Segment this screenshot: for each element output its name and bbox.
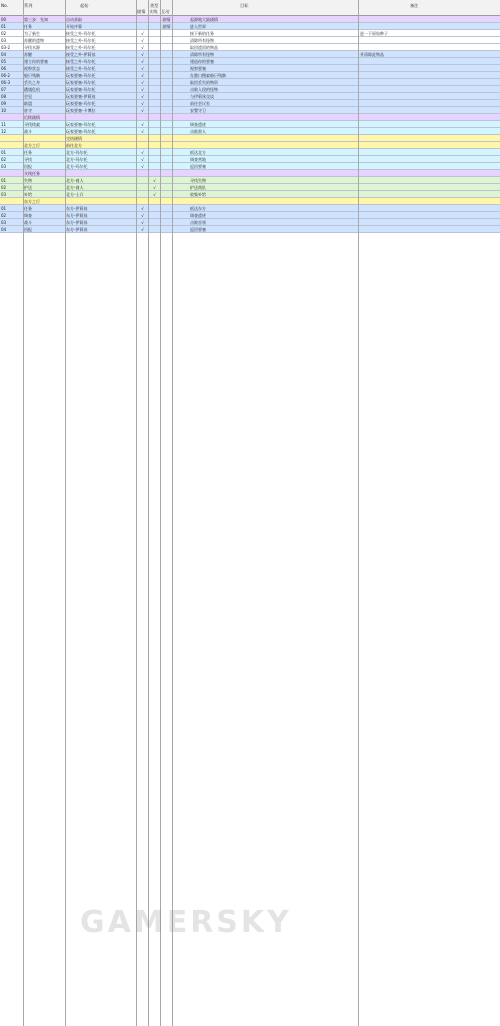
cell-no: 01 [1,206,7,211]
cell-trg: 调查营地 [190,157,206,162]
cell-note: 并清除此物品 [360,52,384,57]
cell-main: 接受之外-玛尔托 [66,66,96,71]
table-row [0,107,500,114]
cell-no: 02 [1,31,7,36]
table-row [0,163,500,170]
cell-main: 接受之外-伊莉丝 [66,52,96,57]
cell-no: 02 [1,213,7,218]
cell-v1: √ [141,38,144,43]
cell-trg: 抵达东方 [190,206,206,211]
cell-no: 03 [1,192,7,197]
cell-no: 06-3 [1,80,11,85]
cell-lbl: 遭遇危机 [24,87,40,92]
cell-trg: 收集补给 [190,192,206,197]
cell-main: 东方-伊莉丝 [66,206,88,211]
cell-trg: 取回丢失的物资 [190,80,218,85]
cell-main: 玩家要塞-伊莉丝 [66,94,96,99]
cell-trg: 抵达北方 [190,150,206,155]
table-row [0,30,500,37]
cell-lbl: 后续剧情 [24,115,40,120]
cell-trg: 护送商队 [190,185,206,190]
table-row [0,79,500,86]
table-row [0,177,500,184]
cell-v1: √ [141,213,144,218]
cell-trg: 建造你的要塞 [190,59,214,64]
cell-main: 北方-玛尔托 [66,157,88,162]
cell-lbl: 任务 [24,24,32,29]
cell-v1: √ [141,101,144,106]
cell-main: 接受之外-玛尔托 [66,31,96,36]
cell-trg: 调查遗迹 [190,122,206,127]
cell-lbl: 驻守 [24,108,32,113]
header-note: 备注 [410,3,419,8]
cell-v1: √ [141,94,144,99]
cell-no: 05 [1,59,7,64]
cell-lbl: 补给 [24,192,32,197]
cell-main: 接受之外-玛尔托 [66,59,96,64]
cell-no: 03 [1,220,7,225]
cell-trg: 击败敌人 [190,129,206,134]
cell-lbl: 任务 [24,150,32,155]
cell-no: 03 [1,38,7,43]
cell-trg: 视察要塞 [190,66,206,71]
table-row [0,205,500,212]
cell-no: 01 [1,24,7,29]
header-start: 起始 [80,3,89,8]
cell-v3: 剧情 [162,17,171,22]
cell-v1: √ [141,108,144,113]
cell-no: 07 [1,87,7,92]
table-row [0,23,500,30]
cell-lbl: 东方之行 [24,199,40,204]
cell-v1: √ [141,31,144,36]
cell-no: 03-2 [1,45,11,50]
table-row [0,219,500,226]
cell-main: 玩家要塞-玛尔托 [66,80,96,85]
cell-no: 08 [1,94,7,99]
header-target: 目标 [240,3,249,8]
cell-v1: √ [141,150,144,155]
cell-v1: √ [141,227,144,232]
table-row [0,65,500,72]
table-row [0,191,500,198]
cell-lbl: 失物 [24,178,32,183]
cell-trg: 清除所有怪物 [190,38,214,43]
cell-main: 前往北方 [66,143,82,148]
cell-main: 东方-伊莉丝 [66,227,88,232]
cell-trg: 寻找失物 [190,178,206,183]
table-row [0,51,500,58]
cell-v1: √ [141,129,144,134]
cell-lbl: 回报 [24,164,32,169]
cell-trg: 击败入侵的怪物 [190,87,218,92]
cell-lbl: 船只残骸 [24,73,40,78]
cell-v1: √ [141,87,144,92]
table-row [0,128,500,135]
table-row [0,184,500,191]
cell-main: 玩家要塞-玛尔托 [66,101,96,106]
cell-no: 02 [1,157,7,162]
cell-trg: 在港口搜索船只残骸 [190,73,226,78]
cell-v1: √ [141,157,144,162]
table-row [0,156,500,163]
table-row [0,86,500,93]
watermark: GAMERSKY [80,905,292,940]
cell-no: 10 [1,108,7,113]
table-row [0,72,500,79]
cell-no: 01 [1,150,7,155]
cell-trg: 进入世界 [190,24,206,29]
cell-no: 03 [1,164,7,169]
cell-lbl: 为了新生 [24,31,40,36]
cell-trg: 返回要塞 [190,227,206,232]
cell-main: 北方-商人 [66,185,84,190]
table-row [0,135,500,142]
cell-lbl: 支线任务 [24,171,40,176]
cell-lbl: 护送 [24,185,32,190]
table-header [0,0,500,16]
cell-trg: 与伊莉丝交谈 [190,94,214,99]
cell-v1: √ [141,220,144,225]
cell-no: 02 [1,185,7,190]
cell-lbl: 寻找 [24,157,32,162]
table-row [0,142,500,149]
cell-no: 00 [1,17,7,22]
cell-main: 自动获取 [66,17,82,22]
table-row [0,170,500,177]
cell-trg: 起源地大陆剧情 [190,17,218,22]
cell-v1: √ [141,164,144,169]
cell-lbl: 苏醒的遗物 [24,38,44,43]
cell-v1: √ [141,122,144,127]
cell-main: 北方-士兵 [66,192,84,197]
cell-v2: √ [153,185,156,190]
table-row [0,121,500,128]
cell-lbl: 联盟 [24,101,32,106]
cell-no: 11 [1,122,7,127]
header-story: 剧情 [137,9,146,14]
table-row [0,212,500,219]
cell-main: 接受之外-玛尔托 [66,45,96,50]
cell-main: 完结剧情 [66,136,82,141]
table-row [0,100,500,107]
cell-trg: 取回遗留的物品 [190,45,218,50]
cell-lbl: 建立你的要塞 [24,59,48,64]
cell-note: 进一下原始种子 [360,31,388,36]
cell-v3: 剧情 [162,24,171,29]
table-row [0,114,500,121]
cell-lbl: 北方之行 [24,143,40,148]
table-row [0,37,500,44]
cell-v1: √ [141,206,144,211]
cell-no: 06-2 [1,73,11,78]
cell-lbl: 第三步：先知 [24,17,48,22]
cell-lbl: 视察状态 [24,66,40,71]
cell-v1: √ [141,80,144,85]
cell-main: 玩家要塞-玛尔托 [66,73,96,78]
cell-lbl: 丢失之舟 [24,80,40,85]
cell-main: 接受之外-玛尔托 [66,38,96,43]
table-row [0,93,500,100]
cell-lbl: 战斗 [24,220,32,225]
cell-v1: √ [141,73,144,78]
cell-v1: √ [141,52,144,57]
cell-main: 玩家要塞-玛尔托 [66,87,96,92]
cell-no: 04 [1,227,7,232]
cell-trg: 前往会议室 [190,101,210,106]
cell-trg: 安置守卫 [190,108,206,113]
header-interact: 互动 [161,9,170,14]
cell-main: 开始序幕 [66,24,82,29]
table-row [0,44,500,51]
cell-lbl: 会见 [24,94,32,99]
cell-v2: √ [153,178,156,183]
cell-lbl: 寻找水源 [24,45,40,50]
cell-lbl: 苏醒 [24,52,32,57]
cell-main: 北方-玛尔托 [66,164,88,169]
cell-trg: 清除所有怪物 [190,52,214,57]
cell-main: 玩家要塞-卡博拉 [66,108,96,113]
table-row [0,198,500,205]
cell-main: 北方-商人 [66,178,84,183]
header-series: 系列 [24,3,33,8]
cell-lbl: 回报 [24,227,32,232]
cell-main: 东方-伊莉丝 [66,213,88,218]
cell-main: 玩家要塞-玛尔托 [66,129,96,134]
cell-no: 09 [1,101,7,106]
table-row [0,16,500,23]
cell-main: 玩家要塞-玛尔托 [66,122,96,127]
header-type: 类型 [150,3,159,8]
table-row [0,149,500,156]
cell-trg: 接下新的任务 [190,31,214,36]
cell-main: 东方-伊莉丝 [66,220,88,225]
cell-lbl: 寻找线索 [24,122,40,127]
cell-trg: 击败首领 [190,220,206,225]
cell-lbl: 战斗 [24,129,32,134]
cell-lbl: 任务 [24,206,32,211]
cell-main: 北方-玛尔托 [66,150,88,155]
header-no: No. [1,3,8,8]
cell-no: 12 [1,129,7,134]
cell-trg: 调查遗迹 [190,213,206,218]
cell-lbl: 调查 [24,213,32,218]
header-side: 支线 [149,9,158,14]
cell-no: 01 [1,178,7,183]
cell-trg: 返回要塞 [190,164,206,169]
cell-v1: √ [141,66,144,71]
cell-v1: √ [141,59,144,64]
cell-v1: √ [141,45,144,50]
table-row [0,58,500,65]
cell-no: 04 [1,52,7,57]
cell-v2: √ [153,192,156,197]
table-row [0,226,500,233]
cell-no: 06 [1,66,7,71]
